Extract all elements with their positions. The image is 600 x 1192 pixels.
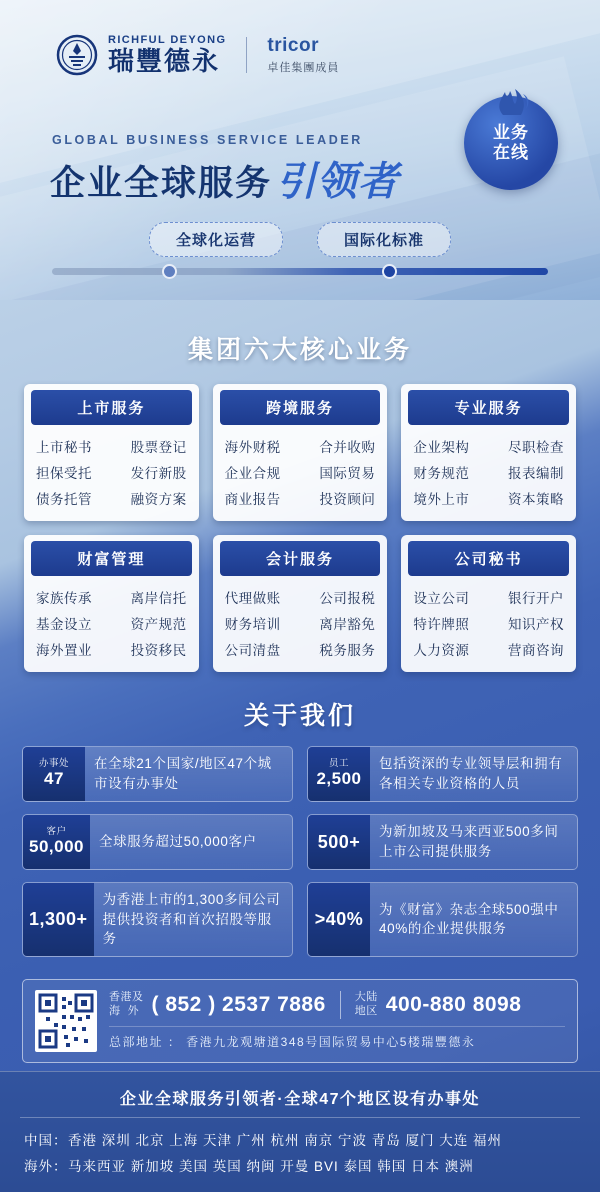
- service-item[interactable]: 发行新股: [130, 466, 187, 481]
- fact-card: [22, 746, 293, 802]
- contact-section: [22, 979, 578, 1063]
- service-card[interactable]: [24, 535, 199, 672]
- service-item-row: [411, 485, 566, 511]
- slogan-main-text: 企业全球服务: [50, 164, 273, 204]
- slider-knob-left[interactable]: [162, 264, 177, 279]
- brand-names: [108, 34, 226, 76]
- fact-badge: [308, 883, 370, 956]
- service-item[interactable]: 企业架构: [413, 440, 470, 455]
- service-item-row: [223, 433, 378, 459]
- service-item-row: [411, 610, 566, 636]
- slogan-english: GLOBAL BUSINESS SERVICE LEADER: [52, 133, 363, 147]
- service-card-title: 跨境服务: [220, 390, 381, 425]
- service-item-row: [34, 433, 189, 459]
- fact-badge: [23, 747, 85, 801]
- service-item-row: [411, 636, 566, 662]
- cn-phone-label: 大陆 地区: [354, 991, 378, 1018]
- fact-badge-label: 员工: [328, 757, 349, 769]
- hk-phone-number[interactable]: ( 852 ) 2537 7886: [151, 993, 326, 1017]
- service-item[interactable]: 境外上市: [413, 492, 470, 507]
- cn-phone-number[interactable]: 400-880 8098: [385, 993, 522, 1017]
- fact-description: 为香港上市的1,300多间公司提供投资者和首次招股等服务: [102, 892, 281, 947]
- service-item[interactable]: 担保受托: [36, 466, 92, 481]
- footer-title: 企业全球服务引领者·全球47个地区设有办事处: [20, 1082, 580, 1118]
- service-card[interactable]: [24, 384, 199, 521]
- brand-lockup: [56, 34, 339, 76]
- service-item-row: [223, 636, 378, 662]
- service-item[interactable]: 财务培训: [224, 617, 281, 632]
- service-item[interactable]: 资产规范: [130, 617, 187, 632]
- fact-card: [307, 814, 578, 870]
- service-item[interactable]: 银行开户: [508, 591, 564, 606]
- service-item-row: [34, 636, 189, 662]
- fact-badge-number: 50,000: [29, 837, 84, 857]
- service-card-items: [401, 433, 576, 511]
- service-item-row: [223, 610, 378, 636]
- fact-badge: [23, 883, 94, 956]
- service-item[interactable]: 债务托管: [36, 492, 92, 507]
- service-item-row: [34, 610, 189, 636]
- about-section: [0, 682, 600, 963]
- service-card[interactable]: [401, 384, 576, 521]
- service-item[interactable]: 财务规范: [413, 466, 470, 481]
- header-section: [0, 0, 600, 300]
- service-item[interactable]: 离岸信托: [130, 591, 187, 606]
- slogan-accent-text: 引领者: [276, 158, 400, 205]
- fact-badge-number: 1,300+: [29, 908, 88, 929]
- services-title: 集团六大核心业务: [187, 336, 412, 364]
- fact-badge: [308, 815, 370, 869]
- fact-description: 为新加坡及马来西亚500多间上市公司提供服务: [379, 824, 559, 859]
- fact-badge: [23, 815, 90, 869]
- service-item[interactable]: 融资方案: [130, 492, 187, 507]
- slider-track: [52, 268, 548, 275]
- service-item[interactable]: 投资顾问: [319, 492, 376, 507]
- service-item[interactable]: 公司报税: [319, 591, 376, 606]
- fact-card: [22, 882, 293, 957]
- footer-region-key: 中国：: [24, 1133, 68, 1148]
- fact-card: [22, 814, 293, 870]
- service-item[interactable]: 海外置业: [36, 643, 92, 658]
- service-item-row: [411, 459, 566, 485]
- service-item[interactable]: 公司清盘: [224, 643, 281, 658]
- service-item[interactable]: 尽职检查: [508, 440, 564, 455]
- service-card-title: 公司秘书: [408, 541, 569, 576]
- services-card-grid: [24, 384, 576, 672]
- slider-knob-right[interactable]: [382, 264, 397, 279]
- footer-region-cities: 香港 深圳 北京 上海 天津 广州 杭州 南京 宁波 青岛 厦门 大连 福州: [68, 1133, 503, 1148]
- service-item-row: [411, 584, 566, 610]
- service-card-title: 上市服务: [31, 390, 192, 425]
- service-item-row: [34, 459, 189, 485]
- flame-icon: [489, 82, 533, 121]
- hero-pill-group: [0, 222, 600, 257]
- footer-region-row: [20, 1126, 580, 1152]
- fact-description: 为《财富》杂志全球500强中40%的企业提供服务: [379, 901, 559, 937]
- fact-badge-number: 500+: [317, 831, 361, 852]
- service-item[interactable]: 商业报告: [224, 492, 281, 507]
- footer-region-row: [20, 1152, 580, 1178]
- service-card-title: 财富管理: [31, 541, 192, 576]
- pill-global-operations: 全球化运营: [149, 222, 283, 257]
- fact-badge-number: 2,500: [316, 769, 362, 789]
- fact-badge-label: 客户: [46, 825, 67, 837]
- fact-description: 在全球21个国家/地区47个城市设有办事处: [94, 756, 272, 791]
- service-item[interactable]: 海外财税: [224, 440, 281, 455]
- service-card-title: 会计服务: [220, 541, 381, 576]
- service-item[interactable]: 知识产权: [508, 617, 564, 632]
- brand-chinese-name: 瑞豐德永: [108, 46, 221, 77]
- progress-slider[interactable]: [52, 268, 548, 275]
- online-business-badge[interactable]: [464, 96, 558, 190]
- fact-badge-number: >40%: [314, 908, 364, 929]
- service-item[interactable]: 离岸豁免: [319, 617, 376, 632]
- hk-phone-label: 香港及 海 外: [109, 991, 144, 1018]
- service-item[interactable]: 基金设立: [36, 617, 92, 632]
- partner-english-name: tricor: [267, 35, 319, 56]
- service-card-items: [401, 584, 576, 662]
- fact-card: [307, 746, 578, 802]
- service-item-row: [34, 485, 189, 511]
- service-item[interactable]: 代理做账: [224, 591, 281, 606]
- fact-card: [307, 882, 578, 957]
- service-card-items: [213, 433, 388, 511]
- service-card[interactable]: [213, 535, 388, 672]
- service-card-items: [213, 584, 388, 662]
- partner-chinese-name: 卓佳集團成員: [267, 62, 340, 74]
- phone-row: [109, 991, 565, 1019]
- badge-line-1: 业务: [493, 123, 529, 143]
- service-item[interactable]: 股票登记: [130, 440, 187, 455]
- contact-details: [109, 991, 565, 1050]
- brand-divider: [246, 37, 247, 73]
- service-item[interactable]: 家族传承: [36, 591, 92, 606]
- service-item[interactable]: 报表编制: [508, 466, 564, 481]
- service-item-row: [34, 584, 189, 610]
- brand-english-name: RICHFUL DEYONG: [108, 34, 227, 47]
- service-item[interactable]: 资本策略: [508, 492, 564, 507]
- service-card-items: [24, 584, 199, 662]
- fact-badge-number: 47: [44, 769, 64, 789]
- slogan-chinese: [50, 150, 399, 207]
- service-item[interactable]: 国际贸易: [319, 466, 376, 481]
- service-card-title: 专业服务: [408, 390, 569, 425]
- phone-divider: [340, 991, 341, 1019]
- service-item[interactable]: 投资移民: [130, 643, 187, 658]
- pill-international-standard: 国际化标准: [317, 222, 451, 257]
- service-item[interactable]: 营商咨询: [508, 643, 564, 658]
- service-item-row: [223, 459, 378, 485]
- services-section: [0, 300, 600, 682]
- service-item-row: [223, 485, 378, 511]
- service-item[interactable]: 人力资源: [413, 643, 470, 658]
- service-item[interactable]: 企业合规: [224, 466, 281, 481]
- service-item[interactable]: 合并收购: [319, 440, 376, 455]
- service-item[interactable]: 特许牌照: [413, 617, 470, 632]
- service-item-row: [223, 584, 378, 610]
- about-title: 关于我们: [243, 702, 356, 730]
- footer-region-cities: 马来西亚 新加坡 美国 英国 纳闽 开曼 BVI 泰国 韩国 日本 澳洲: [68, 1159, 474, 1174]
- footer-section: [0, 1071, 600, 1192]
- fact-badge: [308, 747, 370, 801]
- qr-code-icon[interactable]: [35, 990, 97, 1052]
- about-fact-grid: [22, 746, 578, 957]
- service-card-items: [24, 433, 199, 511]
- service-item-row: [411, 433, 566, 459]
- head-office-address: 总部地址 ： 香港九龙观塘道348号国际贸易中心5楼瑞豐德永: [109, 1026, 565, 1050]
- crest-logo-icon: [56, 34, 98, 76]
- fact-badge-label: 办事处: [38, 757, 69, 769]
- contact-box: [22, 979, 578, 1063]
- service-item[interactable]: 设立公司: [413, 591, 470, 606]
- partner-lockup: [267, 35, 339, 75]
- fact-description: 包括资深的专业领导层和拥有各相关专业资格的人员: [379, 756, 563, 791]
- fact-description: 全球服务超过50,000客户: [99, 834, 257, 850]
- service-item[interactable]: 税务服务: [319, 643, 376, 658]
- service-card[interactable]: [401, 535, 576, 672]
- service-card[interactable]: [213, 384, 388, 521]
- badge-line-2: 在线: [493, 143, 529, 162]
- service-item[interactable]: 上市秘书: [36, 440, 92, 455]
- footer-region-key: 海外：: [24, 1159, 68, 1174]
